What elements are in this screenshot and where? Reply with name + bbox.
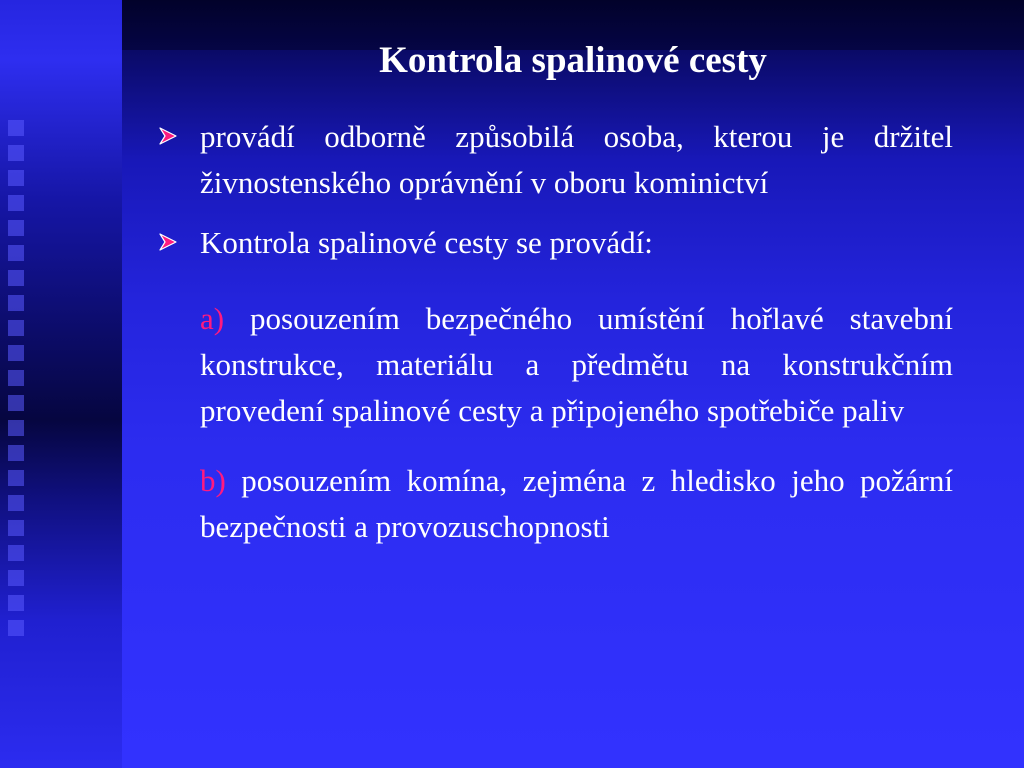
arrow-bullet-icon (158, 126, 180, 146)
bullet-item-2 (200, 220, 953, 266)
decorative-square-strip (0, 0, 40, 768)
sub-item-text: posouzením komína, zejména z hledisko jeho požární bezpečnosti a provozuschopnosti (200, 463, 953, 544)
decorative-square (8, 445, 24, 461)
sub-item-letter: b) (200, 463, 226, 498)
decorative-square (8, 295, 24, 311)
decorative-square (8, 270, 24, 286)
decorative-square (8, 395, 24, 411)
bullet-text: Kontrola spalinové cesty se provádí: (200, 225, 653, 260)
decorative-square (8, 145, 24, 161)
decorative-square (8, 595, 24, 611)
decorative-square (8, 195, 24, 211)
decorative-square (8, 245, 24, 261)
slide-title: Kontrola spalinové cesty (379, 40, 767, 81)
decorative-square (8, 545, 24, 561)
decorative-square (8, 470, 24, 486)
sub-item-b (200, 458, 953, 550)
decorative-square (8, 570, 24, 586)
left-decorative-band (0, 0, 122, 768)
decorative-square (8, 220, 24, 236)
arrow-bullet-icon (158, 232, 180, 252)
sub-item-a (200, 296, 953, 434)
decorative-square (8, 345, 24, 361)
sub-item-text: posouzením bezpečného umístění hořlavé stavební konstrukce, materiálu a předmětu na konstrukčním provedení spalinové cesty a připojeného spotřebiče paliv (200, 301, 953, 428)
decorative-square (8, 120, 24, 136)
decorative-square (8, 370, 24, 386)
bullet-text: provádí odborně způsobilá osoba, kterou je držitel živnostenského oprávnění v oboru kominictví (200, 119, 953, 200)
bullet-item-1 (200, 114, 953, 206)
decorative-square (8, 320, 24, 336)
decorative-square (8, 170, 24, 186)
slide-content (200, 114, 953, 550)
decorative-square (8, 520, 24, 536)
decorative-square (8, 495, 24, 511)
decorative-square (8, 420, 24, 436)
decorative-square (8, 620, 24, 636)
sub-item-letter: a) (200, 301, 225, 336)
